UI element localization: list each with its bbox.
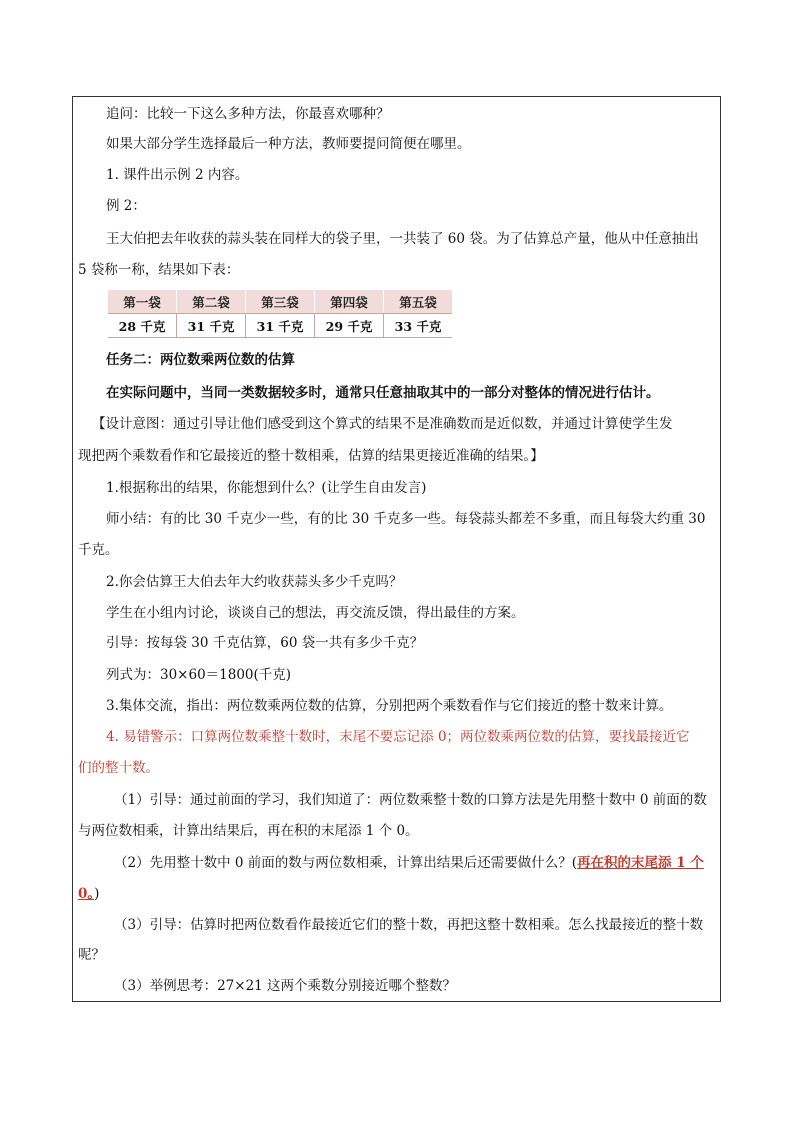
table-header-cell: 第二袋 — [177, 290, 246, 314]
text-line: 1. 课件出示例 2 内容。 — [106, 167, 249, 183]
table-header-row — [108, 290, 452, 314]
text-line: 王大伯把去年收获的蒜头装在同样大的袋子里，一共装了 60 袋。为了估算总产量，他从中任意抽出 — [106, 231, 699, 247]
formula-line: 列式为：30×60＝1800(千克) — [106, 667, 292, 683]
table-cell: 31 千克 — [246, 314, 315, 338]
warning-text: 口算两位数乘整十数时，末尾不要忘记添 0；两位数乘两位数的估算，要找最接近它 — [190, 729, 690, 745]
warning-label: 4. 易错警示： — [106, 729, 191, 745]
text-line: 千克。 — [78, 542, 119, 558]
text-line: 5 袋称一称，结果如下表： — [78, 262, 240, 278]
weights-table — [108, 290, 452, 338]
text-line: 呢？ — [78, 947, 105, 963]
text-line: （3）举例思考：27×21 这两个乘数分别接近哪个整数？ — [114, 978, 457, 994]
text-line: 例 2： — [106, 198, 146, 214]
text-line: 学生在小组内讨论，谈谈自己的想法，再交流反馈，得出最佳的方案。 — [106, 605, 525, 621]
table-header-cell: 第一袋 — [108, 290, 177, 314]
question-text: （2）先用整十数中 0 前面的数与两位数相乘，计算出结果后还需要做什么？( — [114, 855, 578, 871]
text-line: 2.你会估算王大伯去年大约收获蒜头多少千克吗？ — [106, 574, 403, 590]
text-line: 引导：按每袋 30 千克估算，60 袋一共有多少千克？ — [106, 635, 424, 651]
table-cell: 28 千克 — [108, 314, 177, 338]
table-cell: 31 千克 — [177, 314, 246, 338]
warning-text-cont: 们的整十数。 — [78, 760, 159, 776]
design-intent-cont: 现把两个乘数看作和它最接近的整十数相乘，估算的结果更接近准确的结果。】 — [78, 448, 544, 464]
text-line: 3.集体交流，指出：两位数乘两位数的估算，分别把两个乘数看作与它们接近的整十数来计算。 — [106, 698, 673, 714]
key-statement: 在实际问题中，当同一类数据较多时，通常只任意抽取其中的一部分对整体的情况进行估计。 — [106, 385, 660, 401]
answer-line — [78, 884, 99, 904]
text-line: 追问：比较一下这么多种方法，你最喜欢哪种？ — [106, 106, 390, 122]
section-heading: 任务二：两位数乘两位数的估算 — [106, 352, 295, 368]
table-header-cell: 第四袋 — [315, 290, 384, 314]
table-row — [108, 314, 452, 338]
text-line: 与两位数相乘，计算出结果后，再在积的末尾添 1 个 0。 — [78, 823, 419, 839]
question-line — [114, 853, 704, 873]
table-header-cell: 第五袋 — [384, 290, 453, 314]
table-cell: 33 千克 — [384, 314, 453, 338]
close-paren: ) — [94, 886, 100, 902]
text-line: 师小结：有的比 30 千克少一些，有的比 30 千克多一些。每袋蒜头都差不多重，而且每袋大约重 30 — [106, 511, 706, 527]
text-line: （1）引导：通过前面的学习，我们知道了：两位数乘整十数的口算方法是先用整十数中 0 前面的数 — [114, 792, 707, 808]
design-intent: 【设计意图：通过引导让他们感受到这个算式的结果不是准确数而是近似数，并通过计算使学生发 — [92, 416, 673, 432]
answer-text-cont: 0。 — [78, 886, 95, 902]
warning-line — [106, 727, 690, 747]
text-line: （3）引导：估算时把两位数看作最接近它们的整十数，再把这整十数相乘。怎么找最接近的整十数 — [114, 917, 704, 933]
table-header-cell: 第三袋 — [246, 290, 315, 314]
text-line: 如果大部分学生选择最后一种方法，教师要提问简便在哪里。 — [106, 136, 471, 152]
answer-text: 再在积的末尾添 1 个 — [577, 855, 704, 871]
text-line: 1.根据称出的结果，你能想到什么？(让学生自由发言) — [106, 480, 427, 496]
table-cell: 29 千克 — [315, 314, 384, 338]
